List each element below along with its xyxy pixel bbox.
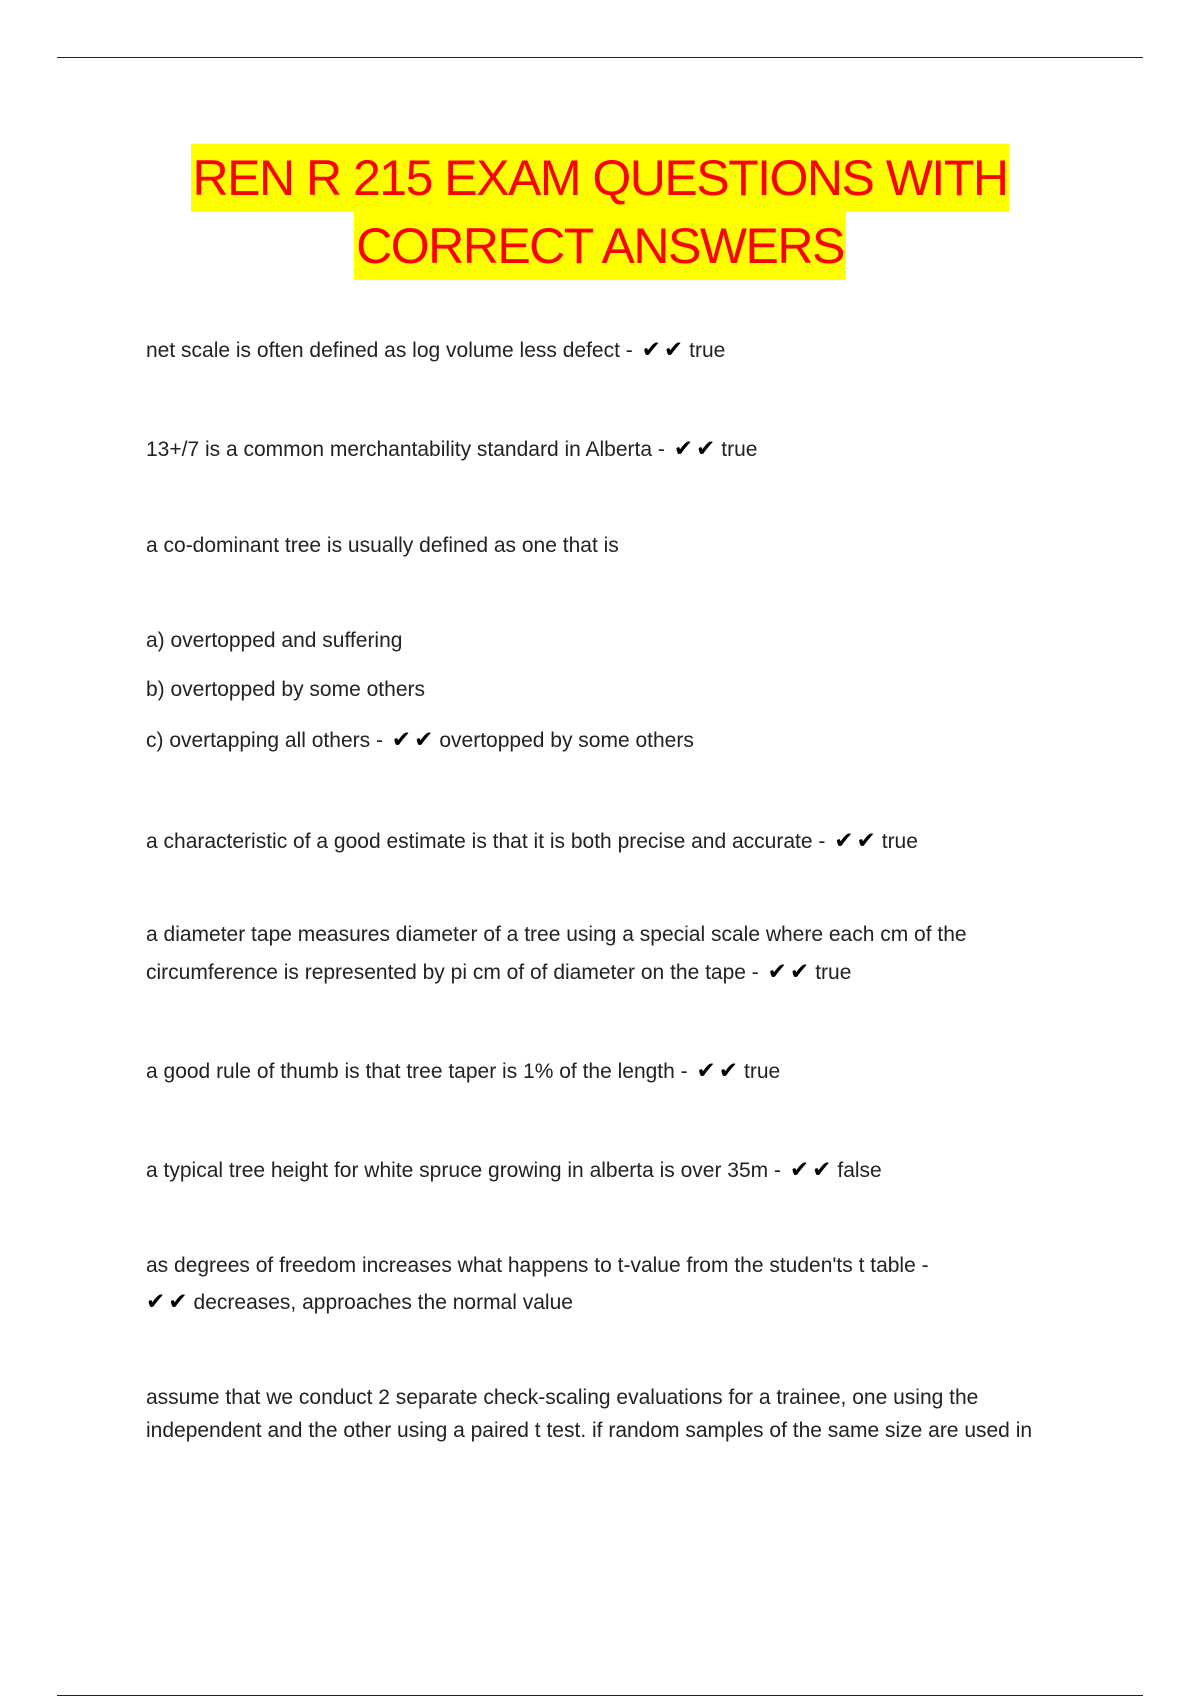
question-line bbox=[146, 1418, 1032, 1444]
answer-text: true bbox=[689, 339, 726, 362]
question-text: a typical tree height for white spruce growing in alberta is over 35m - bbox=[146, 1159, 781, 1182]
option-line bbox=[146, 726, 694, 754]
option-text: b) overtopped by some others bbox=[146, 678, 425, 701]
option-line bbox=[146, 677, 425, 703]
question-text: a characteristic of a good estimate is that it is both precise and accurate - bbox=[146, 830, 826, 853]
answer-text: overtopped by some others bbox=[439, 729, 694, 752]
question-line bbox=[146, 958, 851, 986]
answer-text: true bbox=[815, 961, 852, 984]
question-line bbox=[146, 1156, 882, 1184]
answer-text: false bbox=[837, 1159, 882, 1182]
question-text: circumference is represented by pi cm of of diameter on the tape - bbox=[146, 961, 759, 984]
answer-line bbox=[146, 1288, 573, 1316]
question-line bbox=[146, 827, 918, 855]
question-text: 13+/7 is a common merchantability standard in Alberta - bbox=[146, 438, 665, 461]
question-line bbox=[146, 1385, 978, 1411]
question-text: a good rule of thumb is that tree taper is 1% of the length - bbox=[146, 1060, 688, 1083]
answer-text: true bbox=[881, 830, 918, 853]
check-mark-icon: ✔✔ bbox=[673, 435, 719, 461]
question-text: a diameter tape measures diameter of a tree using a special scale where each cm of the bbox=[146, 923, 967, 946]
document-title bbox=[0, 144, 1200, 280]
check-mark-icon: ✔✔ bbox=[146, 1288, 191, 1314]
option-line bbox=[146, 628, 402, 654]
question-text: a co-dominant tree is usually defined as one that is bbox=[146, 534, 619, 557]
question-line bbox=[146, 1253, 929, 1279]
check-mark-icon: ✔✔ bbox=[789, 1156, 835, 1182]
check-mark-icon: ✔✔ bbox=[641, 336, 687, 362]
check-mark-icon: ✔✔ bbox=[834, 827, 879, 853]
check-mark-icon: ✔✔ bbox=[767, 958, 813, 984]
check-mark-icon: ✔✔ bbox=[696, 1057, 742, 1083]
question-text: net scale is often defined as log volume less defect - bbox=[146, 339, 633, 362]
question-line bbox=[146, 336, 725, 364]
option-text: a) overtopped and suffering bbox=[146, 629, 403, 652]
question-line bbox=[146, 1057, 780, 1085]
title-line-2: CORRECT ANSWERS bbox=[354, 212, 846, 280]
footer-rule bbox=[57, 1695, 1143, 1696]
question-line bbox=[146, 533, 619, 559]
option-text: c) overtapping all others - bbox=[146, 729, 383, 752]
header-rule bbox=[57, 57, 1143, 58]
question-line bbox=[146, 435, 757, 463]
answer-text: true bbox=[721, 438, 758, 461]
question-line bbox=[146, 922, 967, 948]
answer-text: decreases, approaches the normal value bbox=[193, 1291, 573, 1314]
check-mark-icon: ✔✔ bbox=[391, 726, 437, 752]
question-text: assume that we conduct 2 separate check-scaling evaluations for a trainee, one using the bbox=[146, 1386, 979, 1409]
question-text: as degrees of freedom increases what happens to t-value from the studen'ts t table - bbox=[146, 1254, 929, 1277]
title-line-1: REN R 215 EXAM QUESTIONS WITH bbox=[191, 144, 1010, 212]
question-text: independent and the other using a paired t test. if random samples of the same size are used in bbox=[146, 1419, 1033, 1442]
answer-text: true bbox=[744, 1060, 781, 1083]
